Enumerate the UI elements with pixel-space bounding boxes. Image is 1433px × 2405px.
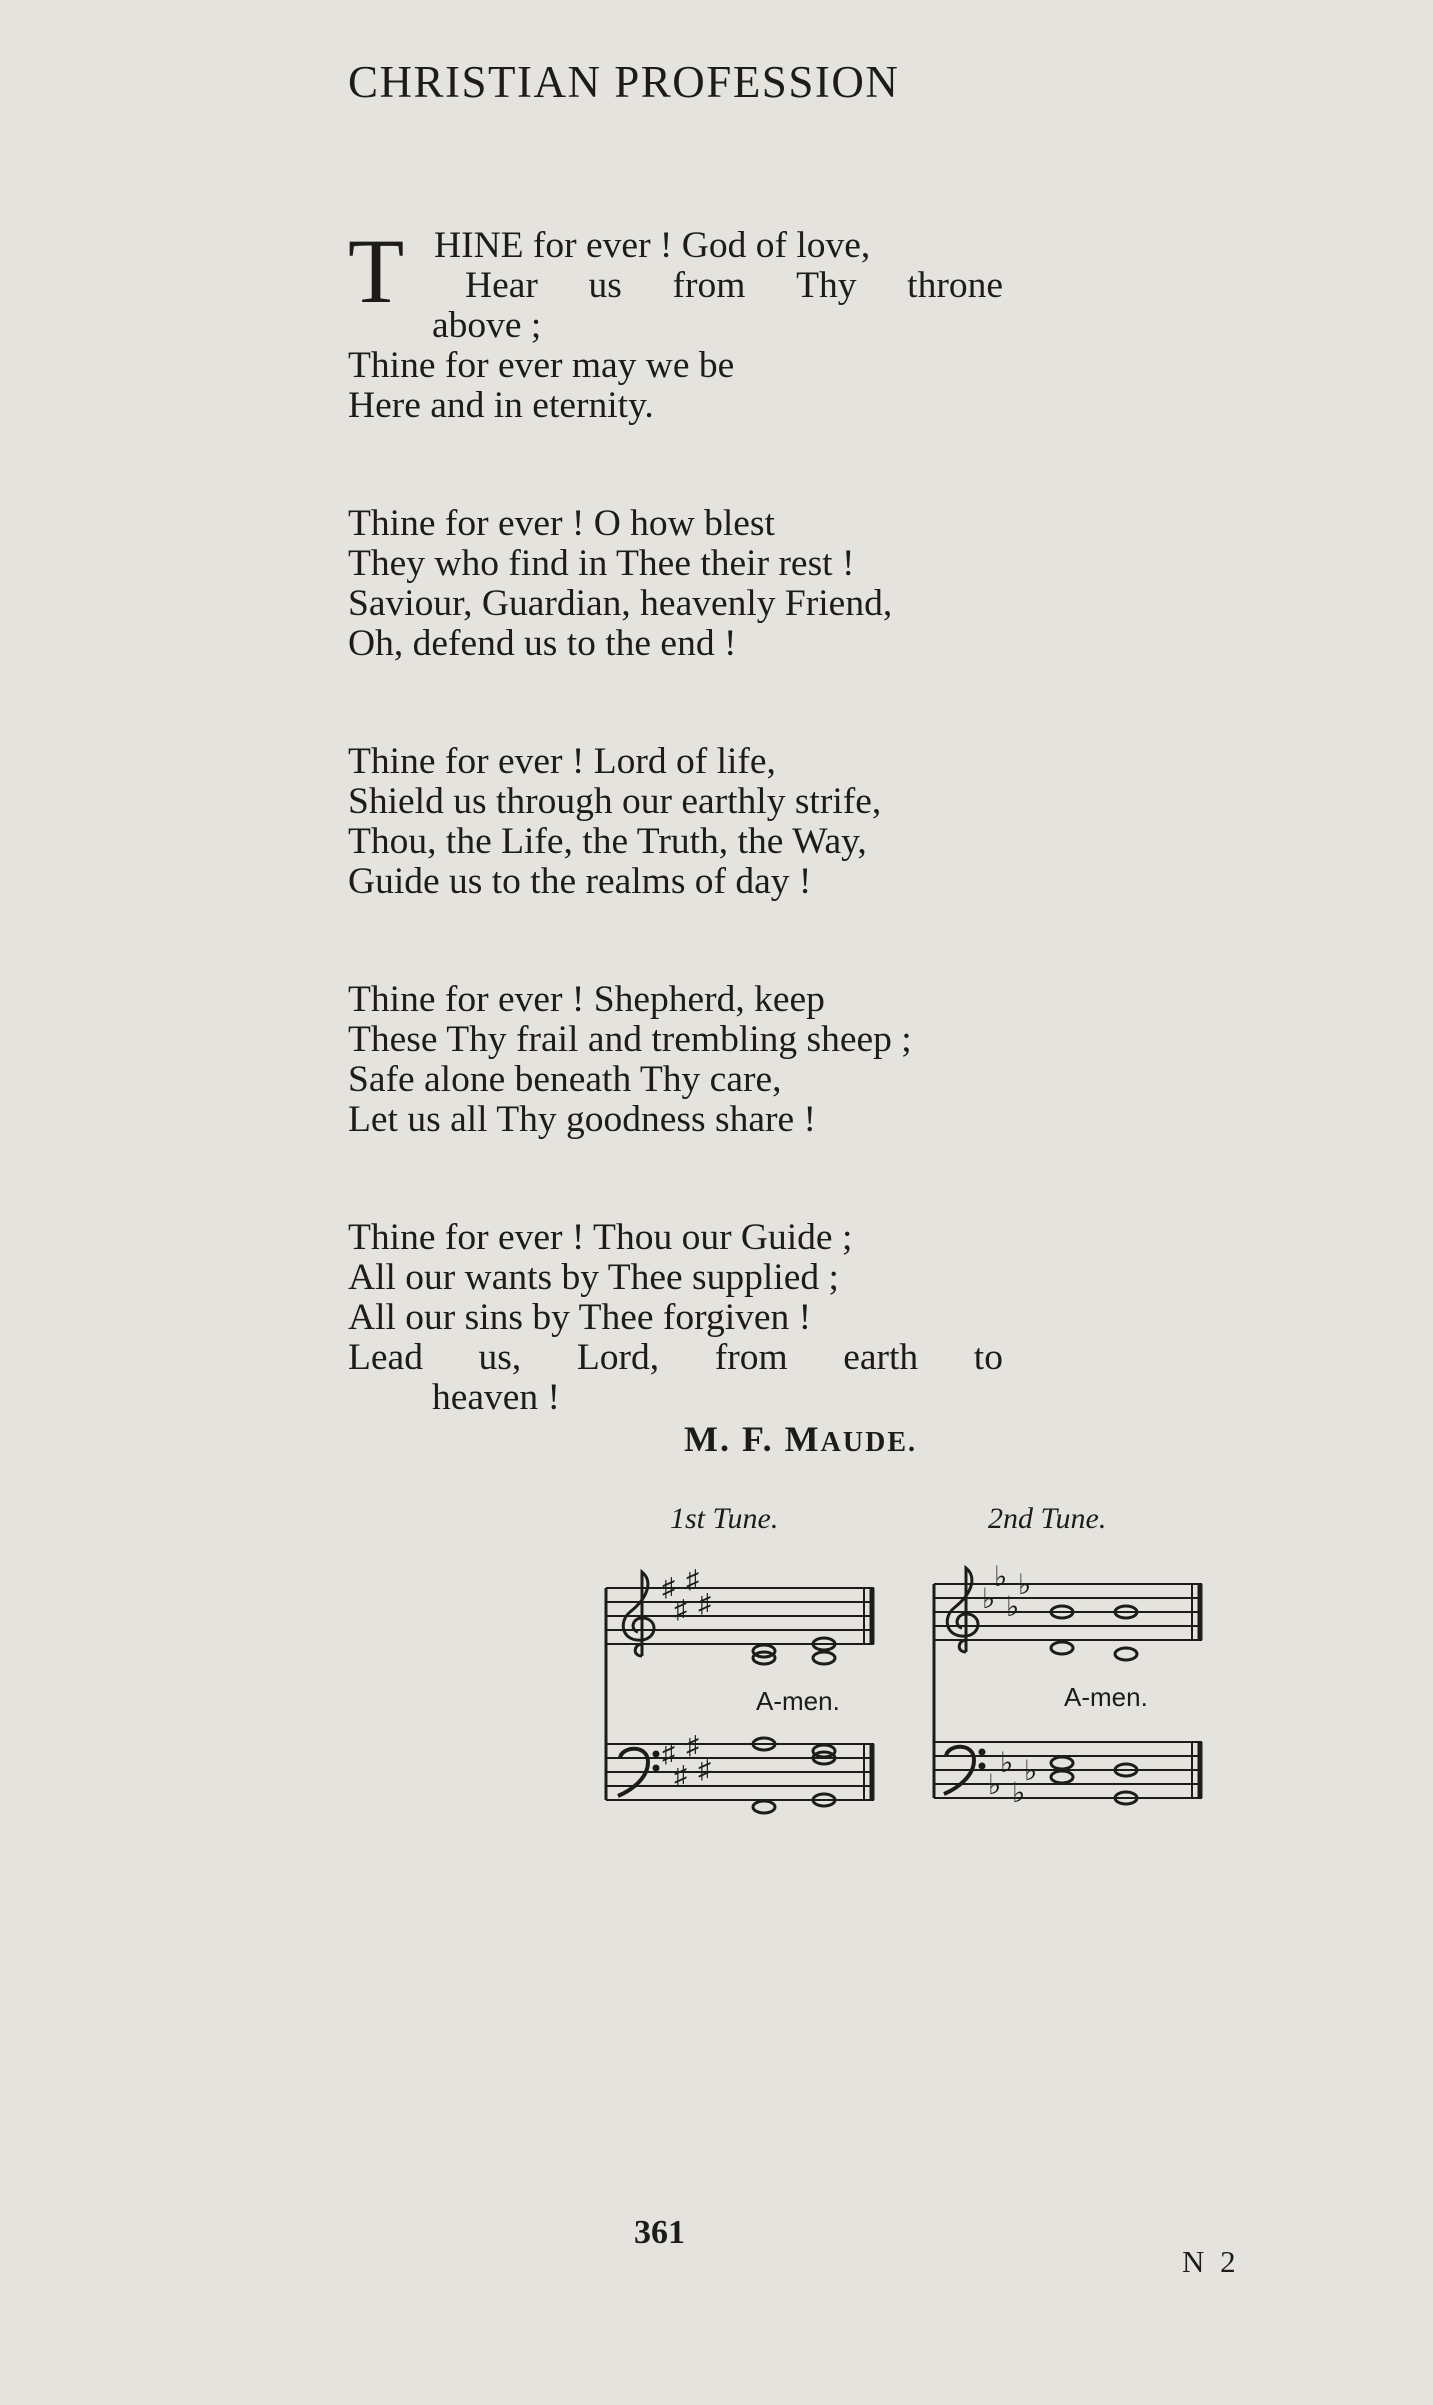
second-tune-label: 2nd Tune.: [988, 1502, 1107, 1535]
hymn-line: Here and in eternity.: [348, 385, 654, 426]
whole-note: [1115, 1648, 1137, 1660]
hymn-line: Thine for ever ! Lord of life,: [348, 741, 776, 782]
hymn-line: Safe alone beneath Thy care,: [348, 1059, 782, 1100]
hymn-word: throne: [907, 265, 1003, 306]
stanza-4: [348, 980, 1003, 1140]
first-tune-amen-score: [602, 1552, 880, 1820]
hymn-word: from: [714, 1337, 788, 1378]
hymn-line: Oh, defend us to the end !: [348, 623, 737, 664]
hymn-word: from: [672, 265, 746, 306]
hymn-word: to: [973, 1337, 1003, 1378]
hymn-line: Thou, the Life, the Truth, the Way,: [348, 821, 867, 862]
flat-icon: ♭: [1024, 1756, 1038, 1787]
sharp-icon: ♯: [662, 1739, 675, 1768]
hymn-line: above ;: [432, 305, 542, 346]
hymn-word: Thy: [796, 265, 857, 306]
whole-note: [1051, 1771, 1073, 1783]
hymn-line: Shield us through our earthly strife,: [348, 781, 882, 822]
hymn-line: All our sins by Thee forgiven !: [348, 1297, 812, 1338]
hymn-word: us,: [478, 1337, 522, 1378]
sharp-icon: ♯: [686, 1565, 699, 1594]
flat-icon: ♭: [1012, 1778, 1026, 1809]
second-tune-amen-text: A-men.: [1064, 1682, 1148, 1712]
whole-note: [1051, 1642, 1073, 1654]
whole-note: [753, 1801, 775, 1813]
hymn-line: Let us all Thy goodness share !: [348, 1099, 816, 1140]
hymn-word: Lord,: [576, 1337, 660, 1378]
hymn-line: HINE for ever ! God of love,: [434, 225, 871, 266]
hymn-line: They who find in Thee their rest !: [348, 543, 855, 584]
flat-icon: ♭: [982, 1584, 996, 1615]
hymn-line: Saviour, Guardian, heavenly Friend,: [348, 583, 893, 624]
sharp-icon: ♯: [674, 1595, 687, 1624]
sharp-icon: ♯: [674, 1761, 687, 1790]
hymn-line: These Thy frail and trembling sheep ;: [348, 1019, 912, 1060]
page-number: 361: [634, 2214, 685, 2251]
sharp-icon: ♯: [698, 1589, 711, 1618]
flat-icon: ♭: [1018, 1570, 1032, 1601]
hymn-word: earth: [843, 1337, 919, 1378]
bass-clef-dot: [979, 1749, 985, 1755]
sharp-icon: ♯: [662, 1573, 675, 1602]
stanza-5: [348, 1218, 1003, 1418]
bass-clef-dot: [653, 1765, 659, 1771]
first-tune-label: 1st Tune.: [670, 1502, 779, 1535]
hymn-line: Thine for ever ! O how blest: [348, 503, 775, 544]
hymn-word: us: [588, 265, 622, 306]
author-surname-smallcaps: AUDE.: [820, 1427, 917, 1458]
whole-note: [1051, 1757, 1073, 1769]
hymn-line-justified: [348, 266, 1003, 306]
hymn-text: [348, 220, 1003, 1496]
signature-mark: N 2: [1182, 2244, 1240, 2279]
hymn-word: Hear: [465, 265, 538, 306]
author-initials: M. F. M: [684, 1419, 821, 1459]
sharp-icon: ♯: [686, 1731, 699, 1760]
stanza-2: [348, 504, 1003, 664]
hymn-line: Guide us to the realms of day !: [348, 861, 812, 902]
author-attribution: [684, 1418, 917, 1460]
hymn-line: heaven !: [432, 1377, 561, 1418]
hymn-word: Lead: [348, 1337, 423, 1378]
sharp-icon: ♯: [698, 1755, 711, 1784]
flat-icon: ♭: [1000, 1748, 1014, 1779]
first-tune-amen-text: A-men.: [756, 1686, 840, 1716]
hymn-line-justified: [348, 1338, 1003, 1378]
flat-icon: ♭: [994, 1562, 1008, 1593]
hymn-line: Thine for ever may we be: [348, 345, 735, 386]
hymn-line: All our wants by Thee supplied ;: [348, 1257, 839, 1298]
second-tune-amen-score: [930, 1552, 1208, 1814]
flat-icon: ♭: [1006, 1592, 1020, 1623]
drop-cap: T: [348, 220, 405, 322]
hymn-line: Thine for ever ! Thou our Guide ;: [348, 1217, 853, 1258]
bass-clef-dot: [653, 1751, 659, 1757]
stanza-3: [348, 742, 1003, 902]
stanza-1: [348, 220, 1003, 426]
whole-note: [813, 1652, 835, 1664]
flat-icon: ♭: [988, 1770, 1002, 1801]
hymn-line: Thine for ever ! Shepherd, keep: [348, 979, 825, 1020]
page-title: CHRISTIAN PROFESSION: [348, 57, 900, 107]
bass-clef-dot: [979, 1763, 985, 1769]
